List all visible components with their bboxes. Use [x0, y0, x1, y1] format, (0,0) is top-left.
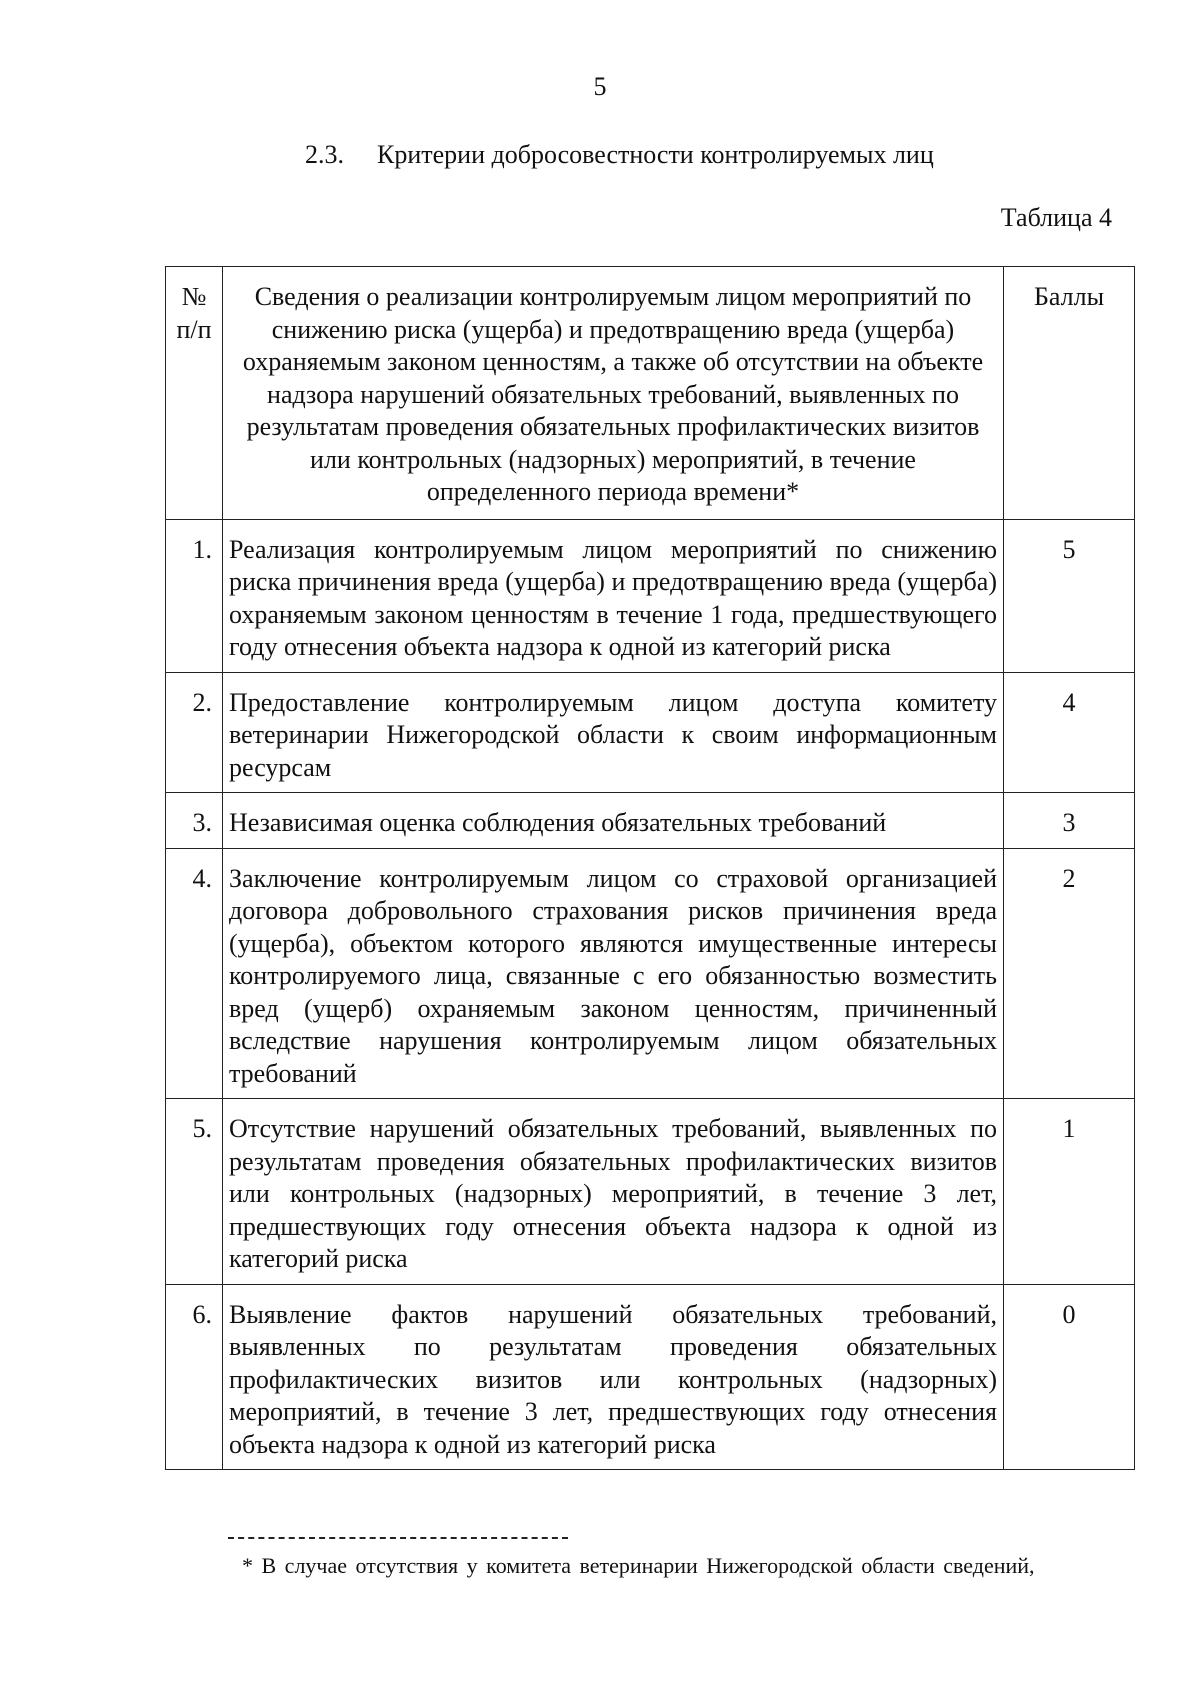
- row-number: 2.: [166, 672, 223, 793]
- header-number: № п/п: [166, 267, 223, 520]
- table-row: [166, 672, 1135, 793]
- row-points: 0: [1004, 1284, 1135, 1470]
- page-number: 5: [593, 72, 607, 101]
- row-points: 4: [1004, 672, 1135, 793]
- table-row: [166, 519, 1135, 672]
- row-points: 3: [1004, 793, 1135, 849]
- row-number: 3.: [166, 793, 223, 849]
- row-points: 5: [1004, 519, 1135, 672]
- table-header-row: [166, 267, 1135, 520]
- row-description: Отсутствие нарушений обязательных требований, выявленных по результатам проведения обязательных профилактических визитов или контрольных (надзорных) мероприятий, в течение 3 лет, предшествующих году отнесения объекта надзора к одной из категорий риска: [223, 1099, 1004, 1285]
- row-description: Заключение контролируемым лицом со страховой организацией договора добровольного страхования рисков причинения вреда (ущерба), объектом которого являются имущественные интересы контролируемого лица, связанные с его обязанностью возместить вред (ущерб) охраняемым законом ценностям, причиненный вследствие нарушения контролируемым лицом обязательных требований: [223, 848, 1004, 1099]
- table-row: [166, 848, 1135, 1099]
- footnote: * В случае отсутствия у комитета ветеринарии Нижегородской области сведений,: [242, 1553, 1035, 1578]
- row-number: 4.: [166, 848, 223, 1099]
- row-description: Независимая оценка соблюдения обязательных требований: [223, 793, 1004, 849]
- table-label: Таблица 4: [1000, 203, 1112, 232]
- row-points: 1: [1004, 1099, 1135, 1285]
- row-description: Реализация контролируемым лицом мероприятий по снижению риска причинения вреда (ущерба) и предотвращению вреда (ущерба) охраняемым законом ценностям в течение 1 года, предшествующего году отнесения объекта надзора к одной из категорий риска: [223, 519, 1004, 672]
- row-number: 5.: [166, 1099, 223, 1285]
- footnote-divider: [228, 1537, 568, 1539]
- section-title: Критерии добросовестности контролируемых лиц: [377, 140, 934, 169]
- row-description: Выявление фактов нарушений обязательных требований, выявленных по результатам проведения обязательных профилактических визитов или контрольных (надзорных) мероприятий, в течение 3 лет, предшествующих году отнесения объекта надзора к одной из категорий риска: [223, 1284, 1004, 1470]
- section-heading: [305, 140, 934, 170]
- header-description: Сведения о реализации контролируемым лицом мероприятий по снижению риска (ущерба) и предотвращению вреда (ущерба) охраняемым законом ценностям, а также об отсутствии на объекте надзора нарушений обязательных требований, выявленных по результатам проведения обязательных профилактических визитов или контрольных (надзорных) мероприятий, в течение определенного периода времени*: [223, 267, 1004, 520]
- row-number: 6.: [166, 1284, 223, 1470]
- section-number: 2.3.: [305, 140, 344, 169]
- row-number: 1.: [166, 519, 223, 672]
- criteria-table: [165, 266, 1135, 1470]
- row-description: Предоставление контролируемым лицом доступа комитету ветеринарии Нижегородской области к своим информационным ресурсам: [223, 672, 1004, 793]
- header-points: Баллы: [1004, 267, 1135, 520]
- row-points: 2: [1004, 848, 1135, 1099]
- table-row: [166, 1099, 1135, 1285]
- table-row: [166, 1284, 1135, 1470]
- table-row: [166, 793, 1135, 849]
